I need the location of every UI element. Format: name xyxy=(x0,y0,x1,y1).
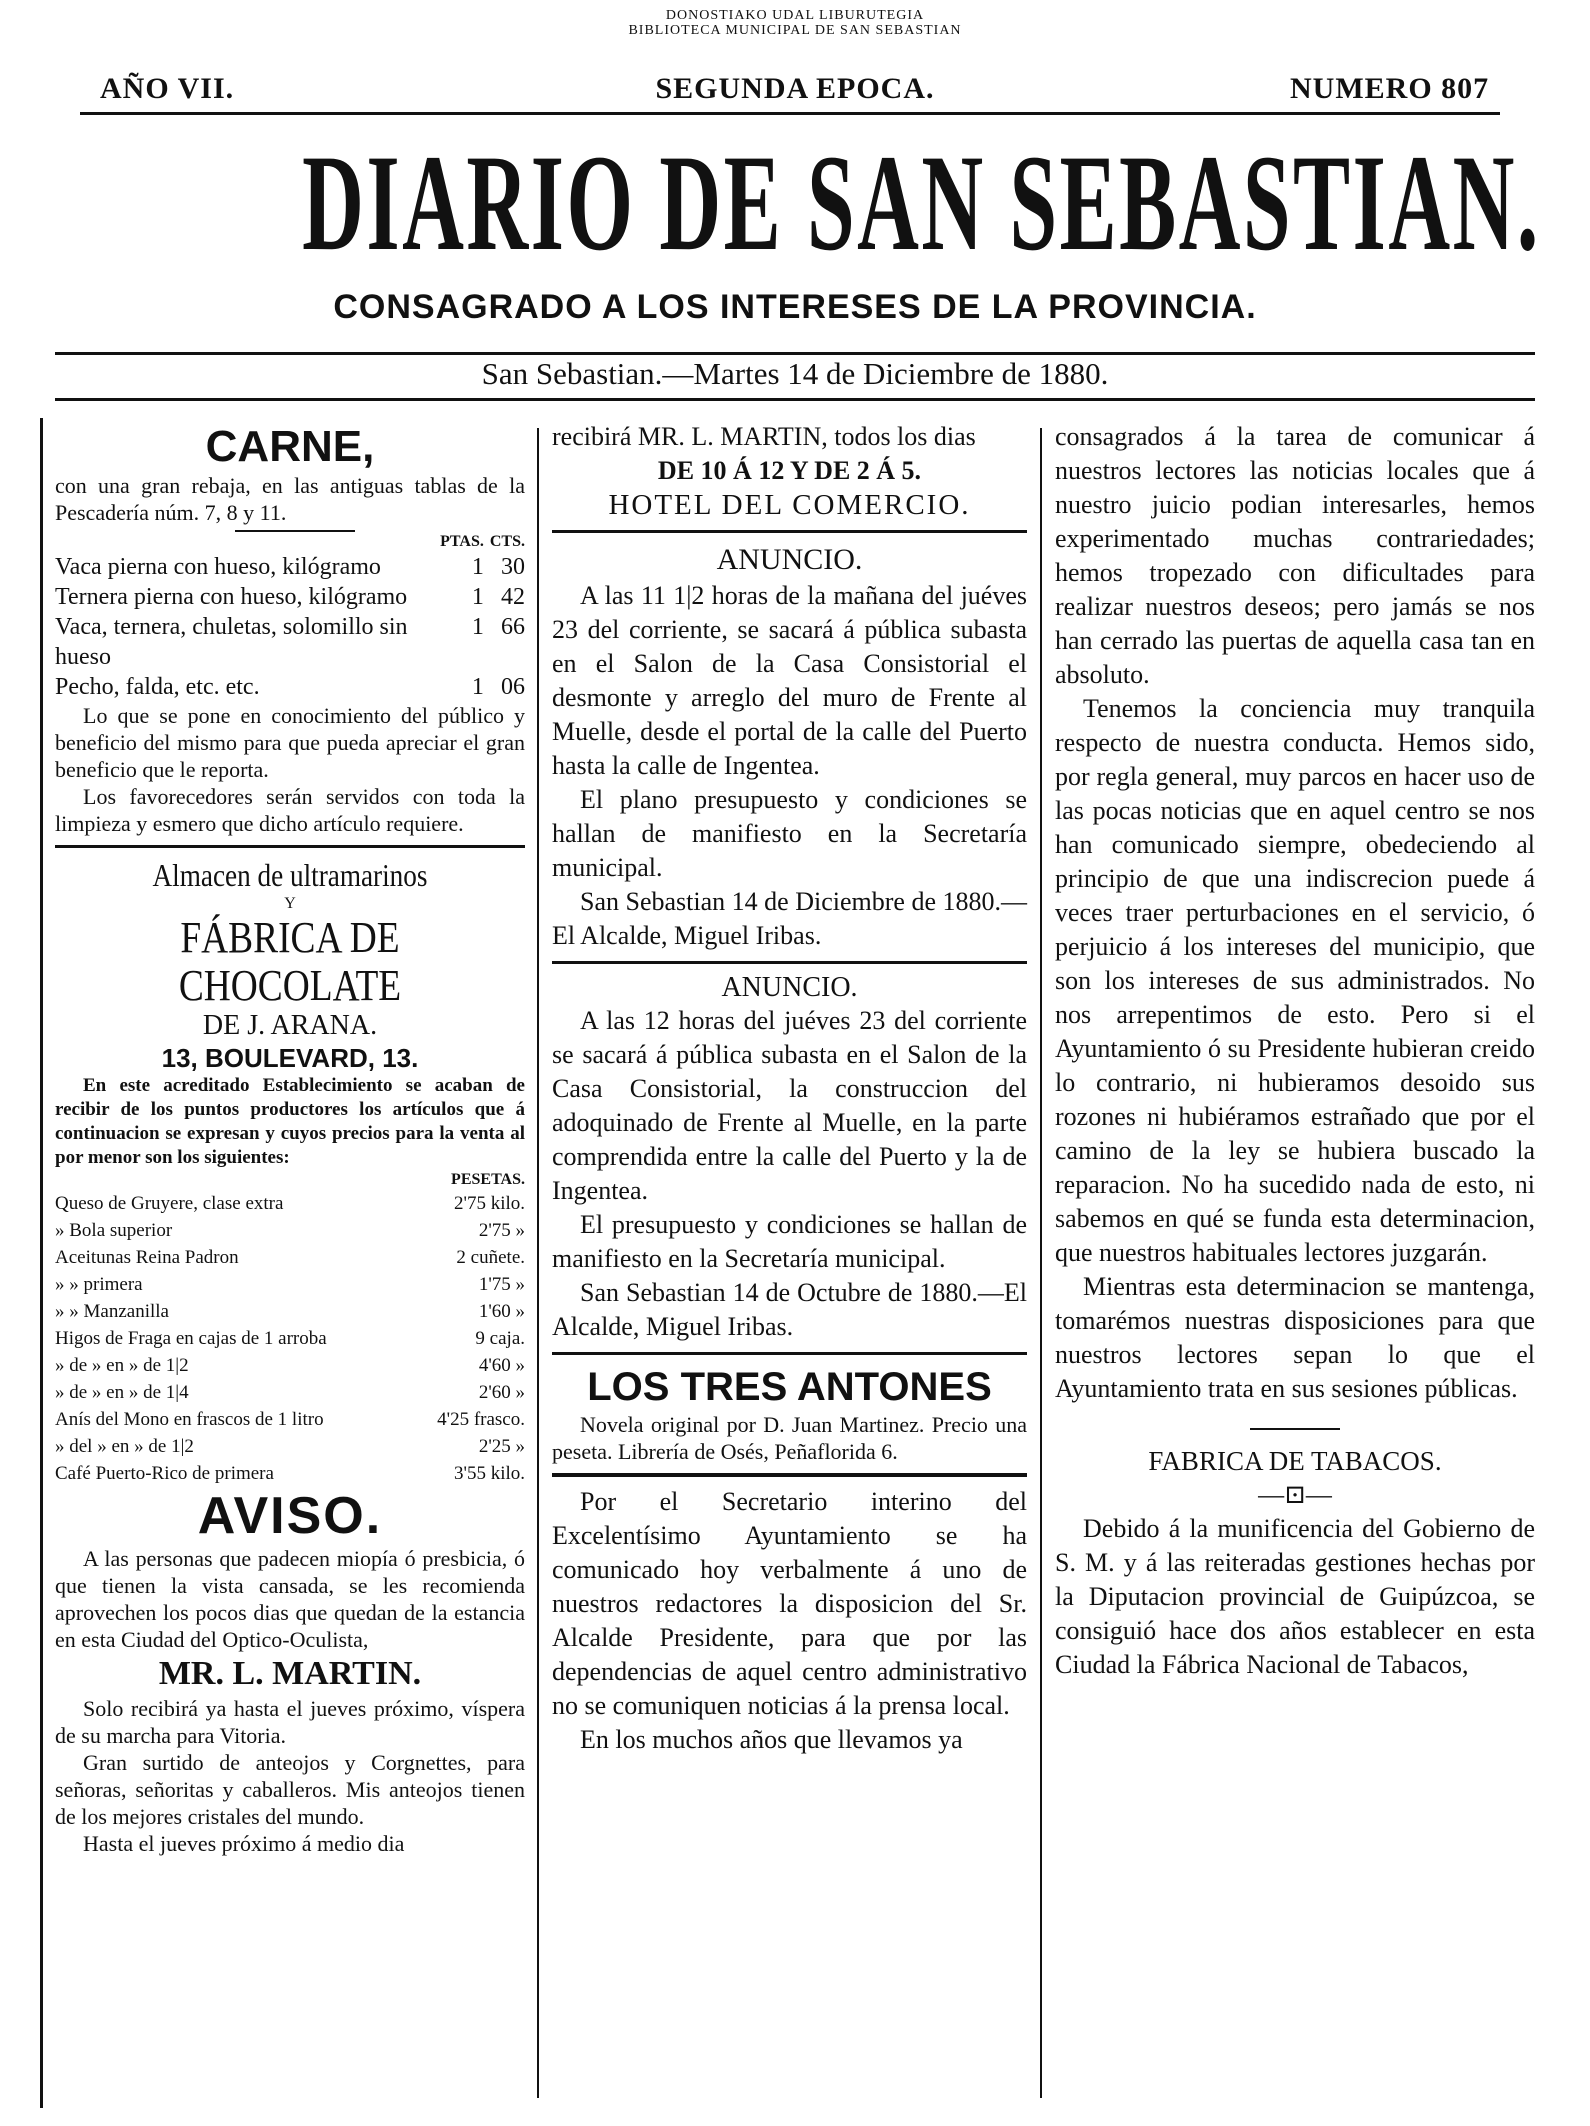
table-row xyxy=(55,1433,525,1460)
column-3-paragraph-4: Debido á la munificencia del Gobierno de S. M. y á las reiteradas gestiones hechas por la Diputacion provincial de Guipúzcoa, se consiguió hace dos años establecer en esta Ciudad la Fábrica Nacional de Tabacos, xyxy=(1055,1514,1535,1679)
dateline-rule-top xyxy=(55,352,1535,355)
anuncio-2-paragraph-3: San Sebastian 14 de Octubre de 1880.—El Alcalde, Miguel Iribas. xyxy=(552,1278,1027,1341)
carne-title: CARNE, xyxy=(205,422,375,471)
column-1 xyxy=(55,420,525,1857)
carne-item-cts: 66 xyxy=(501,614,525,640)
anuncio-2-paragraph-2: El presupuesto y condiciones se hallan de manifiesto en la Secretaría municipal. xyxy=(552,1210,1027,1273)
library-stamp-line-2: BIBLIOTECA MUNICIPAL DE SAN SEBASTIAN xyxy=(628,23,962,38)
column-3-paragraph-2: Tenemos la conciencia muy tranquila respecto de nuestra conducta. Hemos sido, por regla general, muy parcos en hacer uso de las pocas noticias que en aquel centro se nos han comunicado siempre, obedeciendo al principio de que una indiscrecion puede á veces traer perturbaciones en el servicio, ó perjuicio á los intereses del municipio, que son los intereses de sus administrados. No nos arrepentimos de esto. Pero si el Ayuntamiento ó su Presidente hubieran creido lo contrario, ni hubieramos desoido sus rozones ni hubiéramos estrañado que por el camino de la ley se hubiera buscado la reparacion. No ha sucedido nada de esto, ni sabemos en qué se funda esta determinacion, que nuestros habituales lectores juzgarán. xyxy=(1055,694,1535,1267)
almacen-item-value: 2'60 » xyxy=(478,1382,525,1403)
carne-col-header-ptas: PTAS. xyxy=(440,533,484,550)
carne-col-header-cts: CTS. xyxy=(489,533,525,550)
carne-item-cts: 06 xyxy=(501,674,525,700)
column-3-paragraph-1: consagrados á la tarea de comunicar á nuestros lectores las noticias locales que á nuestro juicio podian interesarles, hemos experimentado muchas contrariedades; hemos tropezado con dificultades para realizar nuestros deseos; pero jamás se nos han cerrado las puertas de aquella casa tan en absoluto. xyxy=(1055,422,1535,689)
anuncio-2-paragraph-1: A las 12 horas del juéves 23 del corriente se sacará á pública subasta en el Salon de la Casa Consistorial, la construccion del adoquinado de Frente al Muelle, en la parte comprendida entre la calle del Puerto y la de Ingentea. xyxy=(552,1006,1027,1205)
martin-continuation: recibirá MR. L. MARTIN, todos los dias xyxy=(552,422,976,451)
section-rule xyxy=(552,1473,1027,1477)
almacen-item-value: 2'75 kilo. xyxy=(454,1193,525,1214)
almacen-item-label: » del » en » de 1|2 xyxy=(55,1436,194,1457)
table-row xyxy=(55,1406,525,1433)
almacen-item-label: Anís del Mono en frascos de 1 litro xyxy=(55,1409,324,1430)
aviso-paragraph-1: A las personas que padecen miopía ó presbicia, ó que tienen la vista cansada, se les recomienda aprovechen los pocos dias que quedan de la estancia en esta Ciudad del Optico-Oculista, xyxy=(55,1546,525,1652)
dateline: San Sebastian.—Martes 14 de Diciembre de 1880. xyxy=(481,356,1109,391)
carne-price-table xyxy=(55,532,525,702)
almacen-item-label: » de » en » de 1|2 xyxy=(55,1355,189,1376)
almacen-item-value: 1'75 » xyxy=(478,1274,525,1295)
almacen-item-label: Queso de Gruyere, clase extra xyxy=(55,1193,284,1214)
almacen-item-label: » » primera xyxy=(55,1274,143,1295)
column-divider-1 xyxy=(537,428,539,2098)
almacen-item-value: 2'75 » xyxy=(478,1220,525,1241)
almacen-item-label: » de » en » de 1|4 xyxy=(55,1382,189,1403)
ornament-icon: —⊡— xyxy=(1258,1480,1332,1509)
newspaper-title: DIARIO DE SAN SEBASTIAN. xyxy=(302,126,1541,279)
table-row xyxy=(55,1217,525,1244)
carne-item-label: Pecho, falda, etc. etc. xyxy=(55,674,260,700)
fabrica-address: 13, BOULEVARD, 13. xyxy=(161,1043,419,1073)
anuncio-1-title: ANUNCIO. xyxy=(716,543,863,576)
carne-item-ptas: 1 xyxy=(471,674,484,700)
table-row xyxy=(55,1379,525,1406)
almacen-item-label: Café Puerto-Rico de primera xyxy=(55,1463,274,1484)
anuncio-1-paragraph-3: San Sebastian 14 de Diciembre de 1880.—El Alcalde, Miguel Iribas. xyxy=(552,887,1027,950)
almacen-item-value: 2 cuñete. xyxy=(456,1247,525,1268)
almacen-y: Y xyxy=(284,895,296,912)
year-label: AÑO VII. xyxy=(100,72,235,105)
section-rule xyxy=(552,530,1027,533)
newspaper-subtitle: CONSAGRADO A LOS INTERESES DE LA PROVINCIA. xyxy=(333,288,1257,326)
column-3 xyxy=(1055,420,1535,1682)
aviso-name: MR. L. MARTIN. xyxy=(158,1655,422,1692)
secretario-paragraph: Por el Secretario interino del Excelentísimo Ayuntamiento se ha comunicado hoy verbalmente á uno de nuestros redactores la disposicion del Sr. Alcalde Presidente, para que por las dependencias de aquel centro administrativo no se comuniquen noticias á la prensa local. xyxy=(552,1487,1027,1720)
epoch-label: SEGUNDA EPOCA. xyxy=(655,72,935,105)
table-row xyxy=(55,612,525,672)
almacen-item-value: 4'60 » xyxy=(478,1355,525,1376)
dateline-rule-bottom xyxy=(55,398,1535,401)
carne-item-ptas: 1 xyxy=(471,614,484,640)
carne-item-label: Vaca pierna con hueso, kilógramo xyxy=(55,554,381,580)
carne-paragraph-2: Los favorecedores serán servidos con toda la limpieza y esmero que dicho artículo requiere. xyxy=(55,784,525,836)
carne-item-cts: 42 xyxy=(501,584,525,610)
table-row xyxy=(55,1244,525,1271)
carne-intro: con una gran rebaja, en las antiguas tablas de la Pescadería núm. 7, 8 y 11. xyxy=(55,473,525,525)
almacen-item-value: 1'60 » xyxy=(478,1301,525,1322)
carne-item-cts: 30 xyxy=(501,554,525,580)
almacen-col-header: PESETAS. xyxy=(451,1171,525,1188)
anuncio-1-paragraph-1: A las 11 1|2 horas de la mañana del juéves 23 del corriente, se sacará á pública subasta en el Salon de la Casa Consistorial el desmonte y arreglo del muro de Frente al Muelle, desde el portal de la calle del Puerto hasta la calle de Ingentea. xyxy=(552,581,1027,780)
page-edge-line xyxy=(40,418,43,2108)
aviso-paragraph-4: Hasta el jueves próximo á medio dia xyxy=(83,1831,405,1856)
fabrica-title: FÁBRICA DE CHOCOLATE xyxy=(178,913,402,1010)
almacen-item-label: » Bola superior xyxy=(55,1220,173,1241)
anuncio-1-paragraph-2: El plano presupuesto y condiciones se hallan de manifiesto en la Secretaría municipal. xyxy=(552,785,1027,882)
issue-number: NUMERO 807 xyxy=(1290,72,1490,105)
table-row xyxy=(55,1352,525,1379)
table-row xyxy=(55,552,525,582)
tabacos-heading: FABRICA DE TABACOS. xyxy=(1148,1446,1442,1476)
section-rule xyxy=(55,845,525,848)
table-row xyxy=(55,1325,525,1352)
almacen-price-table xyxy=(55,1170,525,1487)
column-3-paragraph-3: Mientras esta determinacion se mantenga, tomarémos nuestras disposiciones para que nuestros lectores sepan lo que el Ayuntamiento trata en sus sesiones públicas. xyxy=(1055,1272,1535,1403)
martin-hours: DE 10 Á 12 Y DE 2 Á 5. xyxy=(657,456,922,485)
short-rule xyxy=(1250,1428,1340,1430)
tres-antones-title: LOS TRES ANTONES xyxy=(587,1365,992,1409)
almacen-intro: En este acreditado Establecimiento se acaban de recibir de los puntos productores los artículos que á continuacion se expresan y cuyos precios para la venta al por menor son los siguientes: xyxy=(55,1075,525,1168)
almacen-title: Almacen de ultramarinos xyxy=(152,857,428,893)
carne-item-label: Ternera pierna con hueso, kilógramo xyxy=(55,584,408,610)
almacen-item-label: Higos de Fraga en cajas de 1 arroba xyxy=(55,1328,327,1349)
fabrica-owner: DE J. ARANA. xyxy=(202,1010,378,1041)
top-rule xyxy=(80,112,1500,115)
muchos-anos-paragraph: En los muchos años que llevamos ya xyxy=(580,1725,963,1754)
aviso-paragraph-2: Solo recibirá ya hasta el jueves próximo, víspera de su marcha para Vitoria. xyxy=(55,1696,525,1748)
hotel-name: HOTEL DEL COMERCIO. xyxy=(608,489,971,521)
carne-item-ptas: 1 xyxy=(471,584,484,610)
table-row xyxy=(55,1271,525,1298)
almacen-item-label: » » Manzanilla xyxy=(55,1301,169,1322)
carne-item-label: Vaca, ternera, chuletas, solomillo sin hueso xyxy=(55,614,408,670)
library-stamp xyxy=(0,8,1590,38)
table-row xyxy=(55,1298,525,1325)
section-rule xyxy=(552,961,1027,964)
table-row xyxy=(55,1190,525,1217)
anuncio-2-title: ANUNCIO. xyxy=(721,972,858,1003)
aviso-paragraph-3: Gran surtido de anteojos y Corgnettes, para señoras, señoritas y caballeros. Mis anteojos tienen de los mejores cristales del mundo. xyxy=(55,1750,525,1829)
table-row xyxy=(55,1460,525,1487)
column-2 xyxy=(552,420,1027,1757)
section-rule xyxy=(552,1352,1027,1355)
table-row xyxy=(55,582,525,612)
almacen-item-value: 3'55 kilo. xyxy=(454,1463,525,1484)
carne-paragraph-1: Lo que se pone en conocimiento del público y beneficio del mismo para que pueda apreciar el gran beneficio que le reporta. xyxy=(55,703,525,782)
almacen-item-label: Aceitunas Reina Padron xyxy=(55,1247,239,1268)
table-row xyxy=(55,672,525,702)
library-stamp-line-1: DONOSTIAKO UDAL LIBURUTEGIA xyxy=(665,8,925,23)
column-divider-2 xyxy=(1040,428,1042,2098)
aviso-title: AVISO. xyxy=(197,1487,383,1545)
almacen-item-value: 9 caja. xyxy=(475,1328,525,1349)
tres-antones-text: Novela original por D. Juan Martinez. Precio una peseta. Librería de Osés, Peñaflorida 6. xyxy=(552,1412,1027,1464)
almacen-item-value: 4'25 frasco. xyxy=(437,1409,525,1430)
carne-item-ptas: 1 xyxy=(471,554,484,580)
almacen-item-value: 2'25 » xyxy=(478,1436,525,1457)
